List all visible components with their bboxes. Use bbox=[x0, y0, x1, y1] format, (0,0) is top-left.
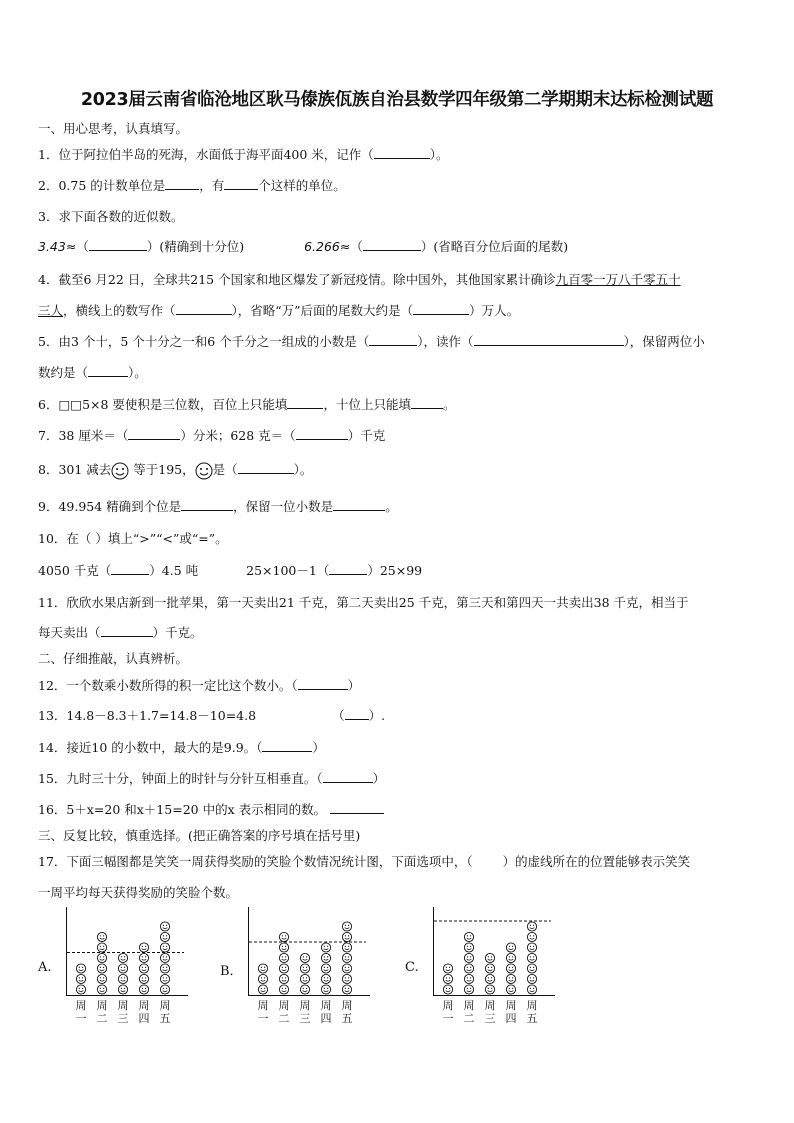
q6-text-3: 。 bbox=[442, 397, 456, 412]
smiley-face-icon bbox=[97, 985, 106, 994]
q5-text-2: ），读作（ bbox=[417, 334, 474, 349]
q3a-open: （ bbox=[76, 239, 89, 254]
day-label: 周 三 bbox=[299, 999, 311, 1025]
question-4-line-1 bbox=[38, 271, 758, 288]
smiley-face-icon bbox=[464, 964, 473, 973]
q1-text-end: ）。 bbox=[429, 147, 449, 162]
page-title: 2023届云南省临沧地区耿马傣族佤族自治县数学四年级第二学期期末达标检测试题 bbox=[80, 90, 714, 110]
smiley-face-icon bbox=[139, 953, 148, 962]
question-2 bbox=[38, 177, 758, 194]
q4-underlined-end: 三人 bbox=[38, 303, 64, 318]
smiley-face-icon bbox=[76, 974, 85, 983]
q13-blank[interactable] bbox=[345, 707, 369, 720]
smiley-face-icon bbox=[76, 985, 85, 994]
smiley-face-icon bbox=[527, 922, 536, 931]
smiley-face-icon bbox=[342, 974, 351, 983]
q5-blank-2[interactable] bbox=[474, 333, 624, 346]
q3b-expr: 6.266≈ bbox=[304, 239, 351, 254]
smiley-face-icon bbox=[321, 974, 330, 983]
q14-blank[interactable] bbox=[262, 739, 312, 752]
q11-text-2: ）千克。 bbox=[152, 625, 203, 640]
smiley-face-icon bbox=[527, 964, 536, 973]
question-12 bbox=[38, 677, 758, 694]
day-label: 周 四 bbox=[320, 999, 332, 1025]
q1-answer-blank[interactable] bbox=[374, 146, 430, 159]
q5-text-5: ）。 bbox=[128, 365, 147, 380]
smiley-face-icon bbox=[160, 922, 169, 931]
day-label: 周 四 bbox=[138, 999, 150, 1025]
section-2-heading: 二、仔细推敲，认真辨析。 bbox=[38, 651, 189, 666]
day-label: 周 二 bbox=[278, 999, 290, 1025]
option-label-2: C. bbox=[405, 960, 419, 975]
section-1-heading: 一、用心思考，认真填写。 bbox=[38, 121, 189, 136]
q16-blank[interactable] bbox=[330, 801, 384, 814]
smiley-face-icon bbox=[279, 953, 288, 962]
q5-text-4: 数约是（ bbox=[38, 365, 89, 380]
smiley-face-icon bbox=[160, 964, 169, 973]
smiley-face-icon bbox=[321, 943, 330, 952]
smiley-face-icon bbox=[118, 964, 127, 973]
smiley-face-icon bbox=[97, 932, 106, 941]
smiley-face-icon bbox=[464, 932, 473, 941]
q6-blank-1[interactable] bbox=[287, 396, 323, 409]
smiley-face-icon bbox=[97, 953, 106, 962]
question-8 bbox=[38, 461, 758, 480]
question-10: 10．在（ ）填上“>”“<”或“=”。 bbox=[38, 531, 228, 546]
smiley-face-icon bbox=[97, 943, 106, 952]
smiley-face-icon bbox=[485, 953, 494, 962]
smiley-face-icon bbox=[464, 974, 473, 983]
q2-text-end: 个这样的单位。 bbox=[258, 178, 346, 193]
chart-0 bbox=[66, 905, 196, 1000]
q15-blank[interactable] bbox=[323, 770, 373, 783]
question-5-line-1 bbox=[38, 333, 758, 350]
q14-text-2: ） bbox=[312, 740, 325, 755]
q3a-close: ）(精确到十分位) bbox=[146, 239, 245, 254]
q8-blank[interactable] bbox=[238, 461, 294, 474]
smiley-face-icon bbox=[139, 985, 148, 994]
question-15 bbox=[38, 770, 758, 787]
day-label: 周 一 bbox=[75, 999, 87, 1025]
q9-text-3: 。 bbox=[385, 499, 398, 514]
smiley-face-icon bbox=[258, 985, 267, 994]
smiley-face-icon bbox=[76, 964, 85, 973]
smiley-face-icon bbox=[300, 964, 309, 973]
q7-text-3: ）千克 bbox=[347, 428, 386, 443]
question-10-items bbox=[38, 562, 758, 579]
q10b-blank[interactable] bbox=[329, 562, 367, 575]
q14-text: 14．接近10 的小数中，最大的是9.9。（ bbox=[38, 740, 263, 755]
section-3-heading: 三、反复比较，慎重选择。(把正确答案的序号填在括号里) bbox=[38, 828, 361, 843]
question-9 bbox=[38, 498, 758, 515]
smiley-face-icon bbox=[279, 985, 288, 994]
q4-blank-2[interactable] bbox=[413, 302, 469, 315]
smiley-face-icon bbox=[342, 964, 351, 973]
smiley-face-icon bbox=[342, 985, 351, 994]
smiley-face-icon bbox=[160, 943, 169, 952]
q13-text: 13．14.8－8.3＋1.7=14.8－10=4.8 bbox=[38, 708, 257, 723]
q8-text-2: 等于195， bbox=[129, 462, 195, 477]
q2-blank-2[interactable] bbox=[224, 177, 258, 190]
smiley-face-icon bbox=[195, 462, 213, 480]
smiley-face-icon bbox=[258, 974, 267, 983]
smiley-face-icon bbox=[464, 985, 473, 994]
question-17-line-1 bbox=[38, 853, 758, 870]
q10a-blank[interactable] bbox=[111, 562, 149, 575]
option-label-1: B． bbox=[220, 964, 243, 979]
q4-blank-1[interactable] bbox=[176, 302, 232, 315]
q6-text-2: ，十位上只能填 bbox=[323, 397, 411, 412]
q16-text: 16．5＋x=20 和x＋15=20 中的x 表示相同的数。 bbox=[38, 802, 327, 817]
q12-blank[interactable] bbox=[298, 677, 348, 690]
q6-blank-2[interactable] bbox=[411, 396, 443, 409]
q11-blank[interactable] bbox=[101, 624, 153, 637]
smiley-face-icon bbox=[111, 462, 129, 480]
day-label: 周 五 bbox=[341, 999, 353, 1025]
q5-blank-1[interactable] bbox=[369, 333, 417, 346]
q4-text: 4．截至6 月22 日，全球共215 个国家和地区爆发了新冠疫情。除中国外，其他国家累计确诊 bbox=[38, 272, 556, 287]
option-label-0: A. bbox=[38, 960, 52, 975]
smiley-face-icon bbox=[506, 964, 515, 973]
q3b-blank[interactable] bbox=[363, 238, 421, 251]
chart-2 bbox=[433, 905, 563, 1000]
smiley-face-icon bbox=[118, 953, 127, 962]
smiley-face-icon bbox=[464, 953, 473, 962]
smiley-face-icon bbox=[97, 964, 106, 973]
smiley-face-icon bbox=[506, 953, 515, 962]
smiley-face-icon bbox=[279, 974, 288, 983]
smiley-face-icon bbox=[342, 922, 351, 931]
smiley-face-icon bbox=[527, 943, 536, 952]
smiley-face-icon bbox=[464, 943, 473, 952]
question-11-line-2 bbox=[38, 624, 758, 641]
chart-1 bbox=[248, 905, 378, 1000]
smiley-face-icon bbox=[279, 943, 288, 952]
smiley-face-icon bbox=[160, 953, 169, 962]
q1-text: 1．位于阿拉伯半岛的死海，水面低于海平面400 米，记作（ bbox=[38, 147, 374, 162]
q13-close: ）. bbox=[368, 708, 386, 723]
day-label: 周 四 bbox=[505, 999, 517, 1025]
smiley-face-icon bbox=[279, 964, 288, 973]
q6-text: 6．□□5×8 要使积是三位数，百位上只能填 bbox=[38, 397, 288, 412]
smiley-face-icon bbox=[443, 974, 452, 983]
q3a-expr: 3.43≈ bbox=[38, 239, 77, 254]
q4-underlined-number: 九百零一万八千零五十 bbox=[555, 272, 681, 287]
q5-blank-3[interactable] bbox=[88, 364, 128, 377]
q10a-text-2: ）4.5 吨 bbox=[149, 563, 199, 578]
smiley-face-icon bbox=[258, 964, 267, 973]
q10a-text: 4050 千克（ bbox=[38, 563, 112, 578]
smiley-face-icon bbox=[300, 953, 309, 962]
q12-text-2: ） bbox=[347, 678, 361, 693]
smiley-face-icon bbox=[300, 974, 309, 983]
smiley-face-icon bbox=[279, 932, 288, 941]
smiley-face-icon bbox=[443, 985, 452, 994]
q4-text-2: ，横线上的数写作（ bbox=[63, 303, 176, 318]
q7-blank-1[interactable] bbox=[128, 427, 180, 440]
q2-text-mid: ，有 bbox=[199, 178, 225, 193]
smiley-face-icon bbox=[485, 964, 494, 973]
question-11-line-1: 11．欣欣水果店新到一批苹果，第一天卖出21 千克，第二天卖出25 千克，第三天和第四天一共卖出38 千克，相当于 bbox=[38, 595, 689, 610]
day-label: 周 二 bbox=[463, 999, 475, 1025]
q8-text-4: ）。 bbox=[293, 462, 313, 477]
q7-blank-2[interactable] bbox=[296, 427, 348, 440]
q10b-text-2: ）25×99 bbox=[367, 563, 423, 578]
q2-text: 2．0.75 的计数单位是 bbox=[38, 178, 166, 193]
smiley-face-icon bbox=[97, 974, 106, 983]
q9-text-2: ，保留一位小数是 bbox=[233, 499, 334, 514]
question-17-line-2: 一周平均每天获得奖励的笑脸个数。 bbox=[38, 885, 239, 900]
smiley-face-icon bbox=[527, 985, 536, 994]
q17-text-2: ）的虚线所在的位置能够表示笑笑 bbox=[502, 854, 691, 869]
q7-text-2: ）分米；628 克＝（ bbox=[180, 428, 296, 443]
smiley-face-icon bbox=[443, 964, 452, 973]
q11-text: 每天卖出（ bbox=[38, 625, 101, 640]
smiley-face-icon bbox=[506, 974, 515, 983]
smiley-face-icon bbox=[118, 985, 127, 994]
q4-text-4: ）万人。 bbox=[469, 303, 520, 318]
smiley-face-icon bbox=[342, 943, 351, 952]
q8-text-3: 是（ bbox=[212, 462, 238, 477]
smiley-face-icon bbox=[139, 974, 148, 983]
question-4-line-2 bbox=[38, 302, 758, 319]
q13-open: （ bbox=[332, 708, 345, 723]
question-13 bbox=[38, 707, 758, 724]
smiley-face-icon bbox=[300, 985, 309, 994]
day-label: 周 二 bbox=[96, 999, 108, 1025]
day-label: 周 五 bbox=[159, 999, 171, 1025]
q5-text-3: ），保留两位小 bbox=[623, 334, 705, 349]
smiley-face-icon bbox=[139, 964, 148, 973]
smiley-face-icon bbox=[321, 964, 330, 973]
smiley-face-icon bbox=[139, 943, 148, 952]
smiley-face-icon bbox=[527, 953, 536, 962]
question-3: 3．求下面各数的近似数。 bbox=[38, 209, 184, 224]
smiley-face-icon bbox=[160, 974, 169, 983]
question-6 bbox=[38, 396, 758, 413]
q9-blank-1[interactable] bbox=[181, 498, 233, 511]
smiley-face-icon bbox=[160, 932, 169, 941]
q8-text: 8．301 减去 bbox=[38, 462, 112, 477]
smiley-face-icon bbox=[342, 953, 351, 962]
smiley-face-icon bbox=[485, 974, 494, 983]
question-3-items bbox=[38, 238, 758, 255]
day-label: 周 一 bbox=[257, 999, 269, 1025]
question-16 bbox=[38, 801, 758, 818]
smiley-face-icon bbox=[321, 953, 330, 962]
smiley-face-icon bbox=[506, 985, 515, 994]
q3b-close: ）(省略百分位后面的尾数) bbox=[420, 239, 569, 254]
question-1 bbox=[38, 146, 758, 163]
q10b-text: 25×100－1（ bbox=[246, 563, 330, 578]
q2-blank-1[interactable] bbox=[165, 177, 199, 190]
q12-text: 12．一个数乘小数所得的积一定比这个数小。（ bbox=[38, 678, 298, 693]
q3b-open: （ bbox=[350, 239, 363, 254]
question-7 bbox=[38, 427, 758, 444]
q9-blank-2[interactable] bbox=[333, 498, 385, 511]
smiley-face-icon bbox=[527, 974, 536, 983]
day-label: 周 五 bbox=[526, 999, 538, 1025]
smiley-face-icon bbox=[485, 985, 494, 994]
question-14 bbox=[38, 739, 758, 756]
smiley-face-icon bbox=[342, 932, 351, 941]
q15-text: 15．九时三十分，钟面上的时针与分针互相垂直。（ bbox=[38, 771, 323, 786]
q7-text: 7．38 厘米＝（ bbox=[38, 428, 129, 443]
smiley-face-icon bbox=[506, 943, 515, 952]
day-label: 周 一 bbox=[442, 999, 454, 1025]
day-label: 周 三 bbox=[484, 999, 496, 1025]
q17-text: 17．下面三幅图都是笑笑一周获得奖励的笑脸个数情况统计图，下面选项中，（ bbox=[38, 854, 473, 869]
smiley-face-icon bbox=[118, 974, 127, 983]
smiley-face-icon bbox=[160, 985, 169, 994]
question-5-line-2 bbox=[38, 364, 758, 381]
smiley-face-icon bbox=[321, 985, 330, 994]
day-label: 周 三 bbox=[117, 999, 129, 1025]
q15-text-2: ） bbox=[372, 771, 386, 786]
q9-text: 9．49.954 精确到个位是 bbox=[38, 499, 182, 514]
smiley-face-icon bbox=[527, 932, 536, 941]
q5-text: 5．由3 个十，5 个十分之一和6 个千分之一组成的小数是（ bbox=[38, 334, 370, 349]
q3a-blank[interactable] bbox=[89, 238, 147, 251]
q4-text-3: ），省略“万”后面的尾数大约是（ bbox=[231, 303, 414, 318]
